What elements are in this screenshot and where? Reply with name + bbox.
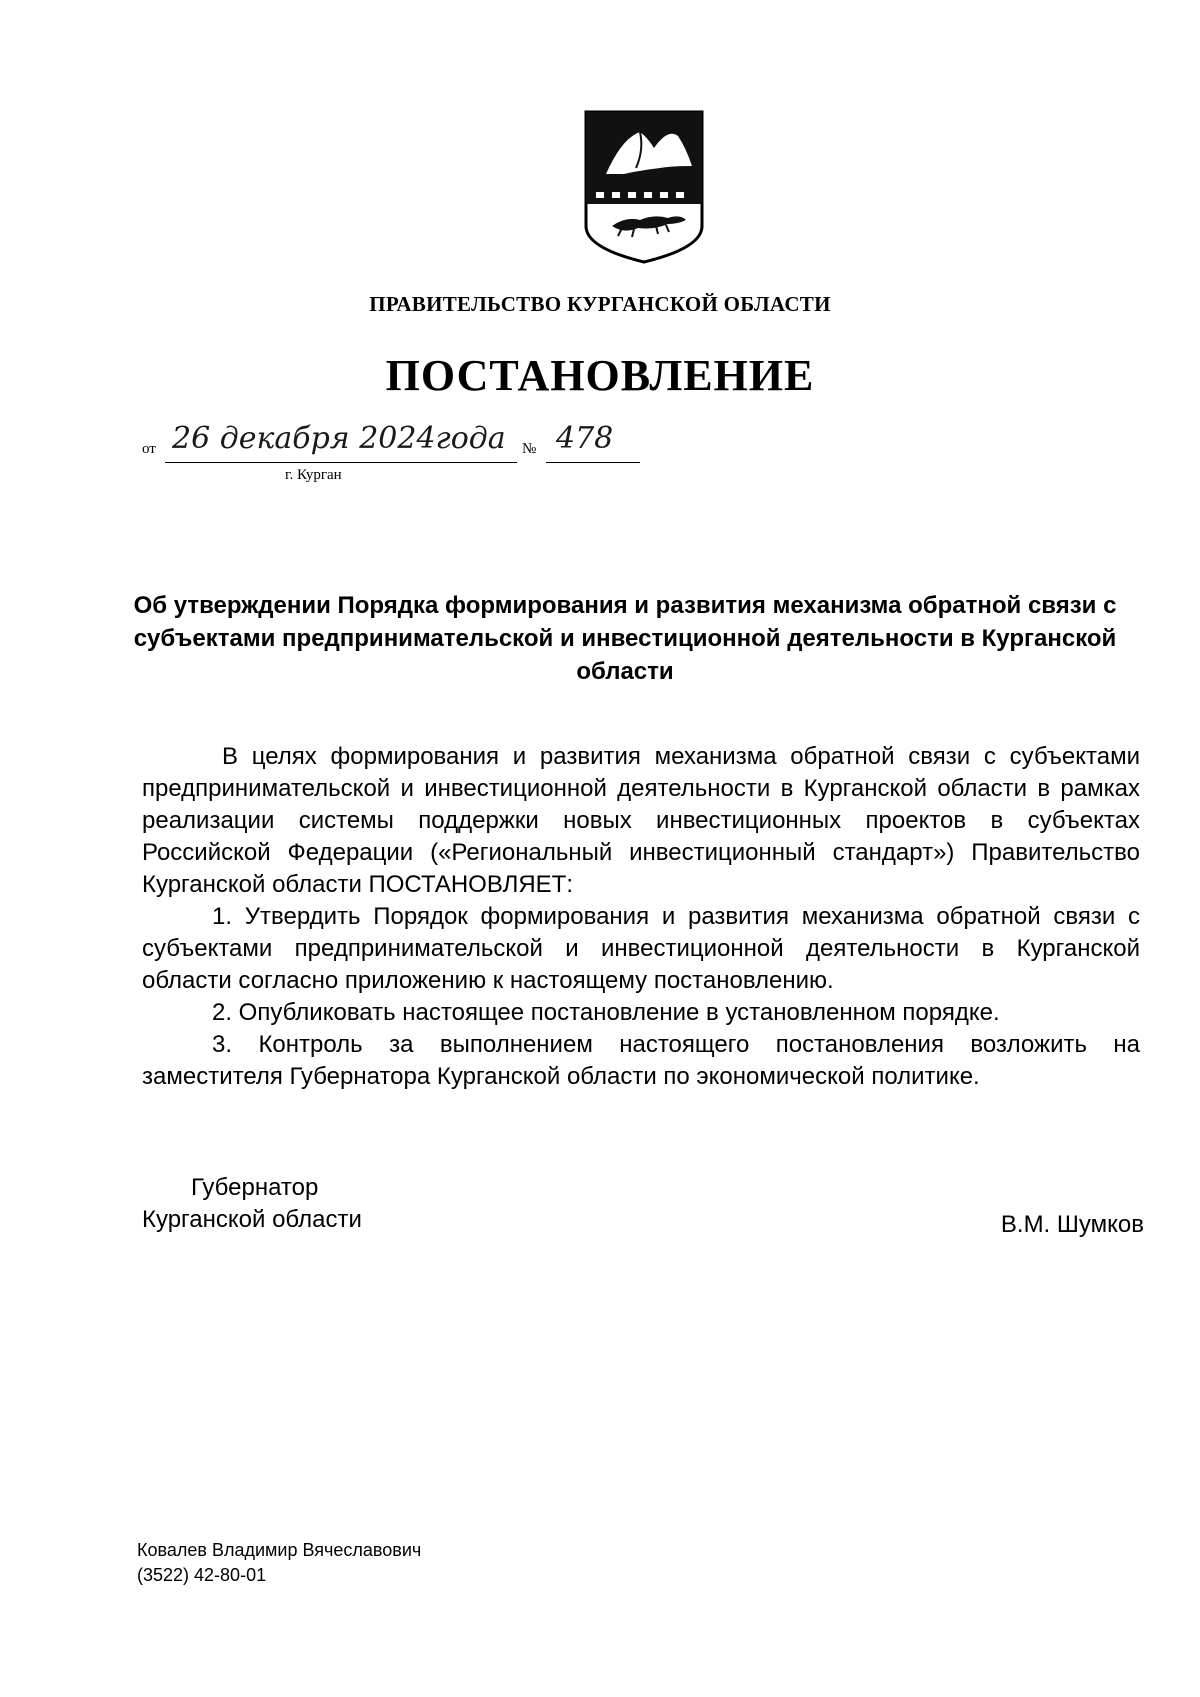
signatory-name: В.М. Шумков	[1000, 1211, 1144, 1238]
handwritten-number: 478	[556, 421, 614, 456]
government-name: ПРАВИТЕЛЬСТВО КУРГАНСКОЙ ОБЛАСТИ	[369, 292, 831, 316]
coat-of-arms-icon	[582, 108, 706, 264]
date-from-label: от	[142, 441, 156, 457]
item-3: 3. Контроль за выполнением настоящего постановления возложить на заместителя Губернатора Курганской области по экономической политике.	[142, 1031, 1140, 1090]
signatory-position-line2: Курганской области	[142, 1206, 362, 1233]
signatory-position-line1: Губернатор	[191, 1174, 319, 1201]
document-type-title: ПОСТАНОВЛЕНИЕ	[385, 351, 815, 400]
handwritten-date: 26 декабря 2024года	[172, 421, 506, 456]
place-label: г. Курган	[285, 467, 342, 483]
item-1: 1. Утвердить Порядок формирования и развития механизма обратной связи с субъектами предпринимательской и инвестиционной деятельности в Курганской области согласно приложению к настоящему постановлению.	[142, 903, 1140, 994]
item-2: 2. Опубликовать настоящее постановление в установленном порядке.	[212, 999, 1000, 1026]
number-underline	[546, 462, 640, 463]
contact-phone: (3522) 42-80-01	[137, 1565, 267, 1585]
document-subject: Об утверждении Порядка формирования и развития механизма обратной связи с субъектами предпринимательской и инвестиционной деятельности в Курганской области	[133, 592, 1117, 685]
preamble-paragraph: В целях формирования и развития механизма обратной связи с субъектами предпринимательской и инвестиционной деятельности в Курганской области в рамках реализации системы поддержки новых инвестиционных проектов в субъектах Российской Федерации («Региональный инвестиционный стандарт») Правительство Курганской области ПОСТАНОВЛЯЕТ:	[142, 743, 1140, 898]
date-underline	[165, 462, 517, 463]
contact-name: Ковалев Владимир Вячеславович	[137, 1540, 422, 1560]
number-label: №	[522, 441, 537, 457]
